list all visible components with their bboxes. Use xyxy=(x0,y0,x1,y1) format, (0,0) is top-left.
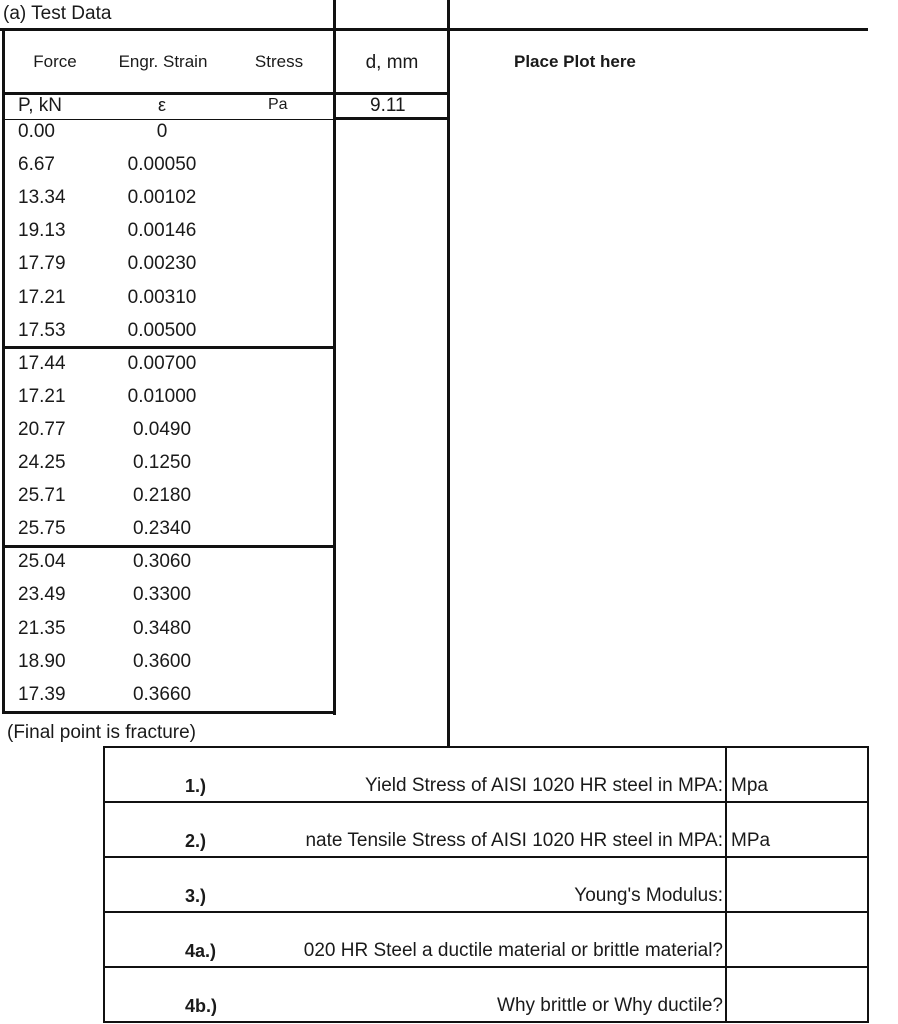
diameter-value: 9.11 xyxy=(370,95,406,116)
header-stress: Stress xyxy=(254,52,304,71)
diameter-cell-bottom xyxy=(333,117,450,120)
units-bottom-rule xyxy=(2,119,335,120)
strain-value: 0.00146 xyxy=(127,220,197,242)
force-value: 20.77 xyxy=(18,418,66,440)
force-value: 0.00 xyxy=(18,121,55,142)
force-value: 17.21 xyxy=(18,286,66,308)
strain-value: 0.2340 xyxy=(132,518,192,540)
force-value: 25.04 xyxy=(18,551,66,573)
strain-value: 0.3660 xyxy=(132,683,192,705)
answer-divider xyxy=(725,803,727,856)
strain-value: 0.00500 xyxy=(127,319,197,341)
strain-value: 0.3060 xyxy=(132,551,192,573)
question-row xyxy=(103,966,869,1023)
answer-field[interactable] xyxy=(731,995,861,1019)
strain-value: 0.00700 xyxy=(127,352,197,374)
strain-value: 0.00102 xyxy=(127,187,197,209)
section-title: (a) Test Data xyxy=(3,3,112,24)
question-number: 3.) xyxy=(185,886,207,906)
group-divider-2 xyxy=(2,545,335,548)
answer-divider xyxy=(725,968,727,1021)
strain-value: 0.3480 xyxy=(132,617,192,639)
question-row xyxy=(103,911,869,968)
fracture-note: (Final point is fracture) xyxy=(7,722,197,743)
table-plot-divider xyxy=(447,0,450,748)
strain-value: 0.1250 xyxy=(132,452,192,473)
strain-value: 0 xyxy=(156,121,168,142)
question-number: 1.) xyxy=(185,776,207,796)
strain-value: 0.00050 xyxy=(127,154,197,176)
answer-field[interactable]: Mpa xyxy=(731,775,768,796)
force-value: 25.71 xyxy=(18,485,66,507)
force-value: 18.90 xyxy=(18,650,66,672)
header-diameter: d, mm xyxy=(365,52,419,73)
force-value: 17.39 xyxy=(18,683,66,705)
force-value: 17.79 xyxy=(18,253,66,275)
table-bottom-rule xyxy=(2,711,335,714)
answer-divider xyxy=(725,748,727,801)
strain-value: 0.01000 xyxy=(127,385,197,407)
force-value: 25.75 xyxy=(18,518,66,540)
strain-value: 0.3600 xyxy=(132,650,192,672)
question-text: Why brittle or Why ductile? xyxy=(497,995,723,1016)
unit-force: P, kN xyxy=(18,95,63,116)
strain-value: 0.00310 xyxy=(127,286,197,308)
force-value: 23.49 xyxy=(18,584,66,606)
answer-field[interactable]: MPa xyxy=(731,830,771,851)
force-value: 17.21 xyxy=(18,385,66,407)
force-value: 21.35 xyxy=(18,617,66,639)
header-force: Force xyxy=(33,52,77,71)
question-text: nate Tensile Stress of AISI 1020 HR steel in MPA: xyxy=(305,830,723,851)
header-strain: Engr. Strain xyxy=(118,52,208,71)
strain-value: 0.00230 xyxy=(127,253,197,275)
stress-diameter-divider xyxy=(333,0,336,715)
question-number: 2.) xyxy=(185,831,207,851)
strain-value: 0.2180 xyxy=(132,485,192,507)
answer-field[interactable] xyxy=(731,885,861,909)
force-value: 19.13 xyxy=(18,220,66,242)
question-number: 4a.) xyxy=(185,941,217,961)
unit-strain: ε xyxy=(158,95,167,115)
question-number: 4b.) xyxy=(185,996,218,1016)
plot-placeholder: Place Plot here xyxy=(514,52,636,71)
question-text: Yield Stress of AISI 1020 HR steel in MPA: xyxy=(365,775,723,796)
question-text: 020 HR Steel a ductile material or brittle material? xyxy=(303,940,723,961)
group-divider-1 xyxy=(2,346,335,349)
question-row xyxy=(103,746,869,803)
force-value: 6.67 xyxy=(18,154,55,176)
answer-divider xyxy=(725,913,727,966)
answer-field[interactable] xyxy=(731,940,861,964)
force-value: 17.44 xyxy=(18,352,66,374)
force-value: 24.25 xyxy=(18,452,66,473)
force-value: 13.34 xyxy=(18,187,66,209)
top-rule xyxy=(0,28,868,31)
strain-value: 0.0490 xyxy=(132,418,192,440)
question-row xyxy=(103,856,869,913)
question-text: Young's Modulus: xyxy=(574,885,723,906)
force-value: 17.53 xyxy=(18,319,66,341)
answer-divider xyxy=(725,858,727,911)
question-row xyxy=(103,801,869,858)
left-border xyxy=(2,28,5,713)
strain-value: 0.3300 xyxy=(132,584,192,606)
unit-stress: Pa xyxy=(268,96,288,113)
